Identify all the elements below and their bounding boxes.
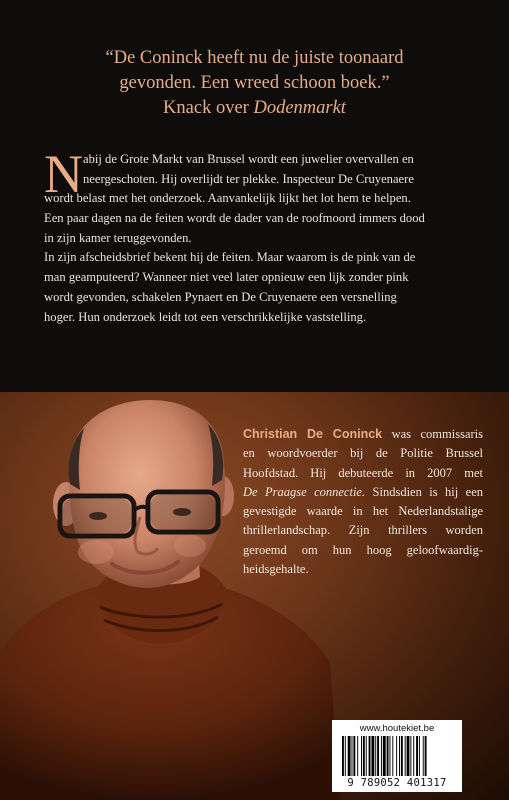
barcode-bar: [425, 736, 427, 776]
review-quote: [0, 46, 509, 121]
bio-text: Sindsdien is hij een: [365, 484, 483, 499]
synopsis-line: wordt belast met het onderzoek. Aanvankelijk lijkt het lot hem te helpen.: [44, 191, 411, 206]
barcode-bar: [410, 736, 411, 776]
quote-line-2: gevonden. Een wreed schoon boek.”: [119, 73, 390, 93]
synopsis-line: In zijn afscheidsbrief bekent hij de feiten. Maar waarom is de pink van de: [44, 250, 416, 265]
bio-text: was commissaris: [382, 427, 483, 441]
bio-line: heidsgehalte.: [243, 562, 309, 577]
synopsis: [44, 144, 464, 327]
barcode-bar: [416, 736, 418, 776]
bio-line: [243, 425, 483, 444]
quote-source-prefix: Knack over: [163, 98, 254, 118]
debut-title: De Praagse connectie.: [243, 484, 366, 499]
author-name: Christian De Coninck: [243, 427, 383, 441]
barcode-bar: [348, 736, 351, 776]
barcode-bar: [387, 736, 389, 776]
synopsis-line: wordt gevonden, schakelen Pynaert en De Cruyenaere een versnelling: [44, 289, 397, 304]
barcode-bar: [375, 736, 376, 776]
bio-line: geroemd om hun hoog geloofwaardig-: [243, 542, 483, 557]
synopsis-line: in zijn kamer teruggevonden.: [44, 230, 192, 245]
quote-line-1: “De Coninck heeft nu de juiste toonaard: [105, 48, 404, 68]
barcode-bar: [383, 736, 386, 776]
author-bio: [243, 425, 483, 579]
barcode-bar: [366, 736, 367, 776]
barcode-bar: [390, 736, 391, 776]
quote-source-title: Dodenmarkt: [253, 98, 346, 118]
barcode-bar: [392, 736, 393, 776]
barcode-bar: [342, 736, 344, 776]
barcode-bar: [399, 736, 400, 776]
barcode-bar: [377, 736, 379, 776]
bio-line: en woordvoerder bij de Politie Brussel: [243, 446, 483, 461]
barcode-bar: [405, 736, 406, 776]
top-panel: [0, 0, 509, 392]
barcode-icon: [342, 736, 456, 776]
barcode-bar: [413, 736, 414, 776]
synopsis-line: Een paar dagen na de feiten wordt de dader van de roofmoord immers dood: [44, 211, 425, 226]
barcode-bar: [369, 736, 371, 776]
barcode-bar: [371, 736, 374, 776]
synopsis-line: hoger. Hun onderzoek leidt tot een verschrikkelijke vaststelling.: [44, 309, 367, 324]
barcode-bar: [407, 736, 410, 776]
barcode-bar: [352, 736, 353, 776]
publisher-website: www.houtekiet.be: [359, 723, 435, 734]
synopsis-line: neergeschoten. Hij overlijdt ter plekke. Inspecteur De Cruyenaere: [83, 171, 414, 186]
barcode-box: [332, 720, 462, 792]
isbn-number: 9 789052 401317: [347, 777, 447, 789]
barcode-bar: [357, 736, 358, 776]
barcode-bar: [419, 736, 420, 776]
synopsis-line: abij de Grote Markt van Brussel wordt een juwelier overvallen en: [83, 152, 414, 166]
bio-line: thrillerlandschap. Zijn thrillers worden: [243, 523, 483, 538]
drop-cap: N: [44, 144, 83, 204]
barcode-bar: [396, 736, 397, 776]
quote-source: [0, 96, 509, 121]
bio-line: Hoofdstad. Hij debuteerde in 2007 met: [243, 465, 483, 480]
barcode-bar: [423, 736, 424, 776]
barcode-bar: [353, 736, 355, 776]
barcode-bar: [401, 736, 403, 776]
bio-line: gevestigde waarde in het Nederlandstalige: [243, 504, 483, 519]
barcode-bar: [345, 736, 346, 776]
synopsis-line: man geamputeerd? Wanneer niet veel later opnieuw een lijk zonder pink: [44, 270, 409, 285]
barcode-bar: [361, 736, 362, 776]
bio-line: [243, 483, 483, 502]
barcode-bar: [363, 736, 365, 776]
barcode-bar: [381, 736, 382, 776]
